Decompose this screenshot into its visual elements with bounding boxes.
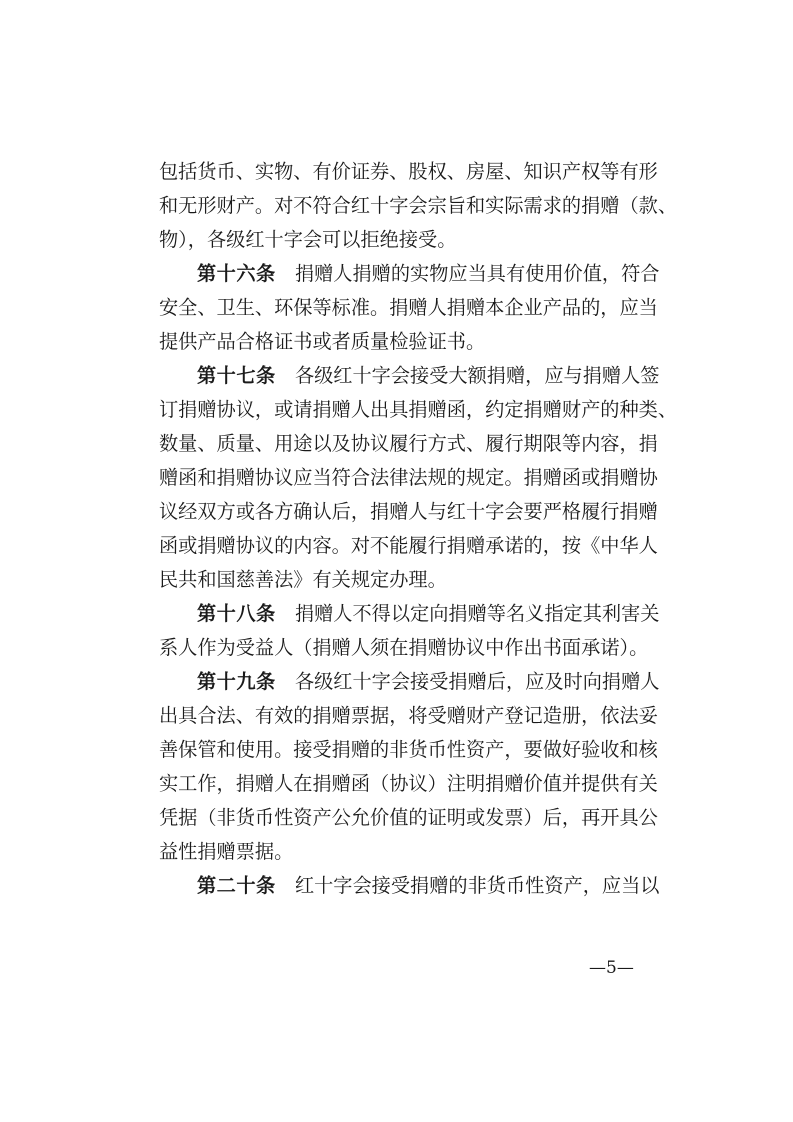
article-title: 第二十条 <box>197 874 276 897</box>
text-line <box>159 869 660 903</box>
text-line <box>159 257 660 291</box>
article-text: 捐赠人不得以定向捐赠等名义指定其利害关 <box>294 602 660 625</box>
paragraph-article-19 <box>159 665 660 869</box>
paragraph-article-16 <box>159 257 660 359</box>
text-line: 益性捐赠票据。 <box>159 840 294 863</box>
text-line: 凭据（非货币性资产公允价值的证明或发票）后，再开具公 <box>159 806 658 829</box>
text-line: 安全、卫生、环保等标准。捐赠人捐赠本企业产品的，应当 <box>159 296 658 319</box>
article-text: 红十字会接受捐赠的非货币性资产，应当以 <box>294 874 660 897</box>
paragraph-article-18 <box>159 597 660 665</box>
text-line: 和无形财产。对不符合红十字会宗旨和实际需求的捐赠（款、 <box>159 194 678 217</box>
text-line: 包括货币、实物、有价证券、股权、房屋、知识产权等有形 <box>159 160 658 183</box>
text-line: 系人作为受益人（捐赠人须在捐赠协议中作出书面承诺）。 <box>159 636 649 659</box>
article-title: 第十九条 <box>197 670 276 693</box>
text-line: 赠函和捐赠协议应当符合法律法规的规定。捐赠函或捐赠协 <box>159 466 658 489</box>
text-line: 议经双方或各方确认后，捐赠人与红十字会要严格履行捐赠 <box>159 500 658 523</box>
text-line <box>159 359 660 393</box>
paragraph-article-17 <box>159 359 678 597</box>
page-number: —5— <box>589 958 634 978</box>
text-line: 提供产品合格证书或者质量检验证书。 <box>159 330 486 353</box>
text-line: 订捐赠协议，或请捐赠人出具捐赠函，约定捐赠财产的种类、 <box>159 398 678 421</box>
text-line: 出具合法、有效的捐赠票据，将受赠财产登记造册，依法妥 <box>159 704 658 727</box>
text-line: 函或捐赠协议的内容。对不能履行捐赠承诺的，按《中华人 <box>159 534 658 557</box>
paragraph-article-15-continued <box>159 155 678 257</box>
article-title: 第十六条 <box>197 262 276 285</box>
article-text: 各级红十字会接受捐赠后，应及时向捐赠人 <box>294 670 660 693</box>
article-title: 第十七条 <box>197 364 276 387</box>
text-line: 善保管和使用。接受捐赠的非货币性资产，要做好验收和核 <box>159 738 658 761</box>
text-line: 数量、质量、用途以及协议履行方式、履行期限等内容，捐 <box>159 432 658 455</box>
text-line <box>159 597 660 631</box>
text-line: 民共和国慈善法》有关规定办理。 <box>159 568 447 591</box>
text-line: 物），各级红十字会可以拒绝接受。 <box>159 228 457 251</box>
article-text: 捐赠人捐赠的实物应当具有使用价值，符合 <box>294 262 660 285</box>
text-line <box>159 665 660 699</box>
article-title: 第十八条 <box>197 602 276 625</box>
article-text: 各级红十字会接受大额捐赠，应与捐赠人签 <box>294 364 660 387</box>
document-body <box>159 155 678 903</box>
text-line: 实工作，捐赠人在捐赠函（协议）注明捐赠价值并提供有关 <box>159 772 658 795</box>
paragraph-article-20 <box>159 869 660 903</box>
